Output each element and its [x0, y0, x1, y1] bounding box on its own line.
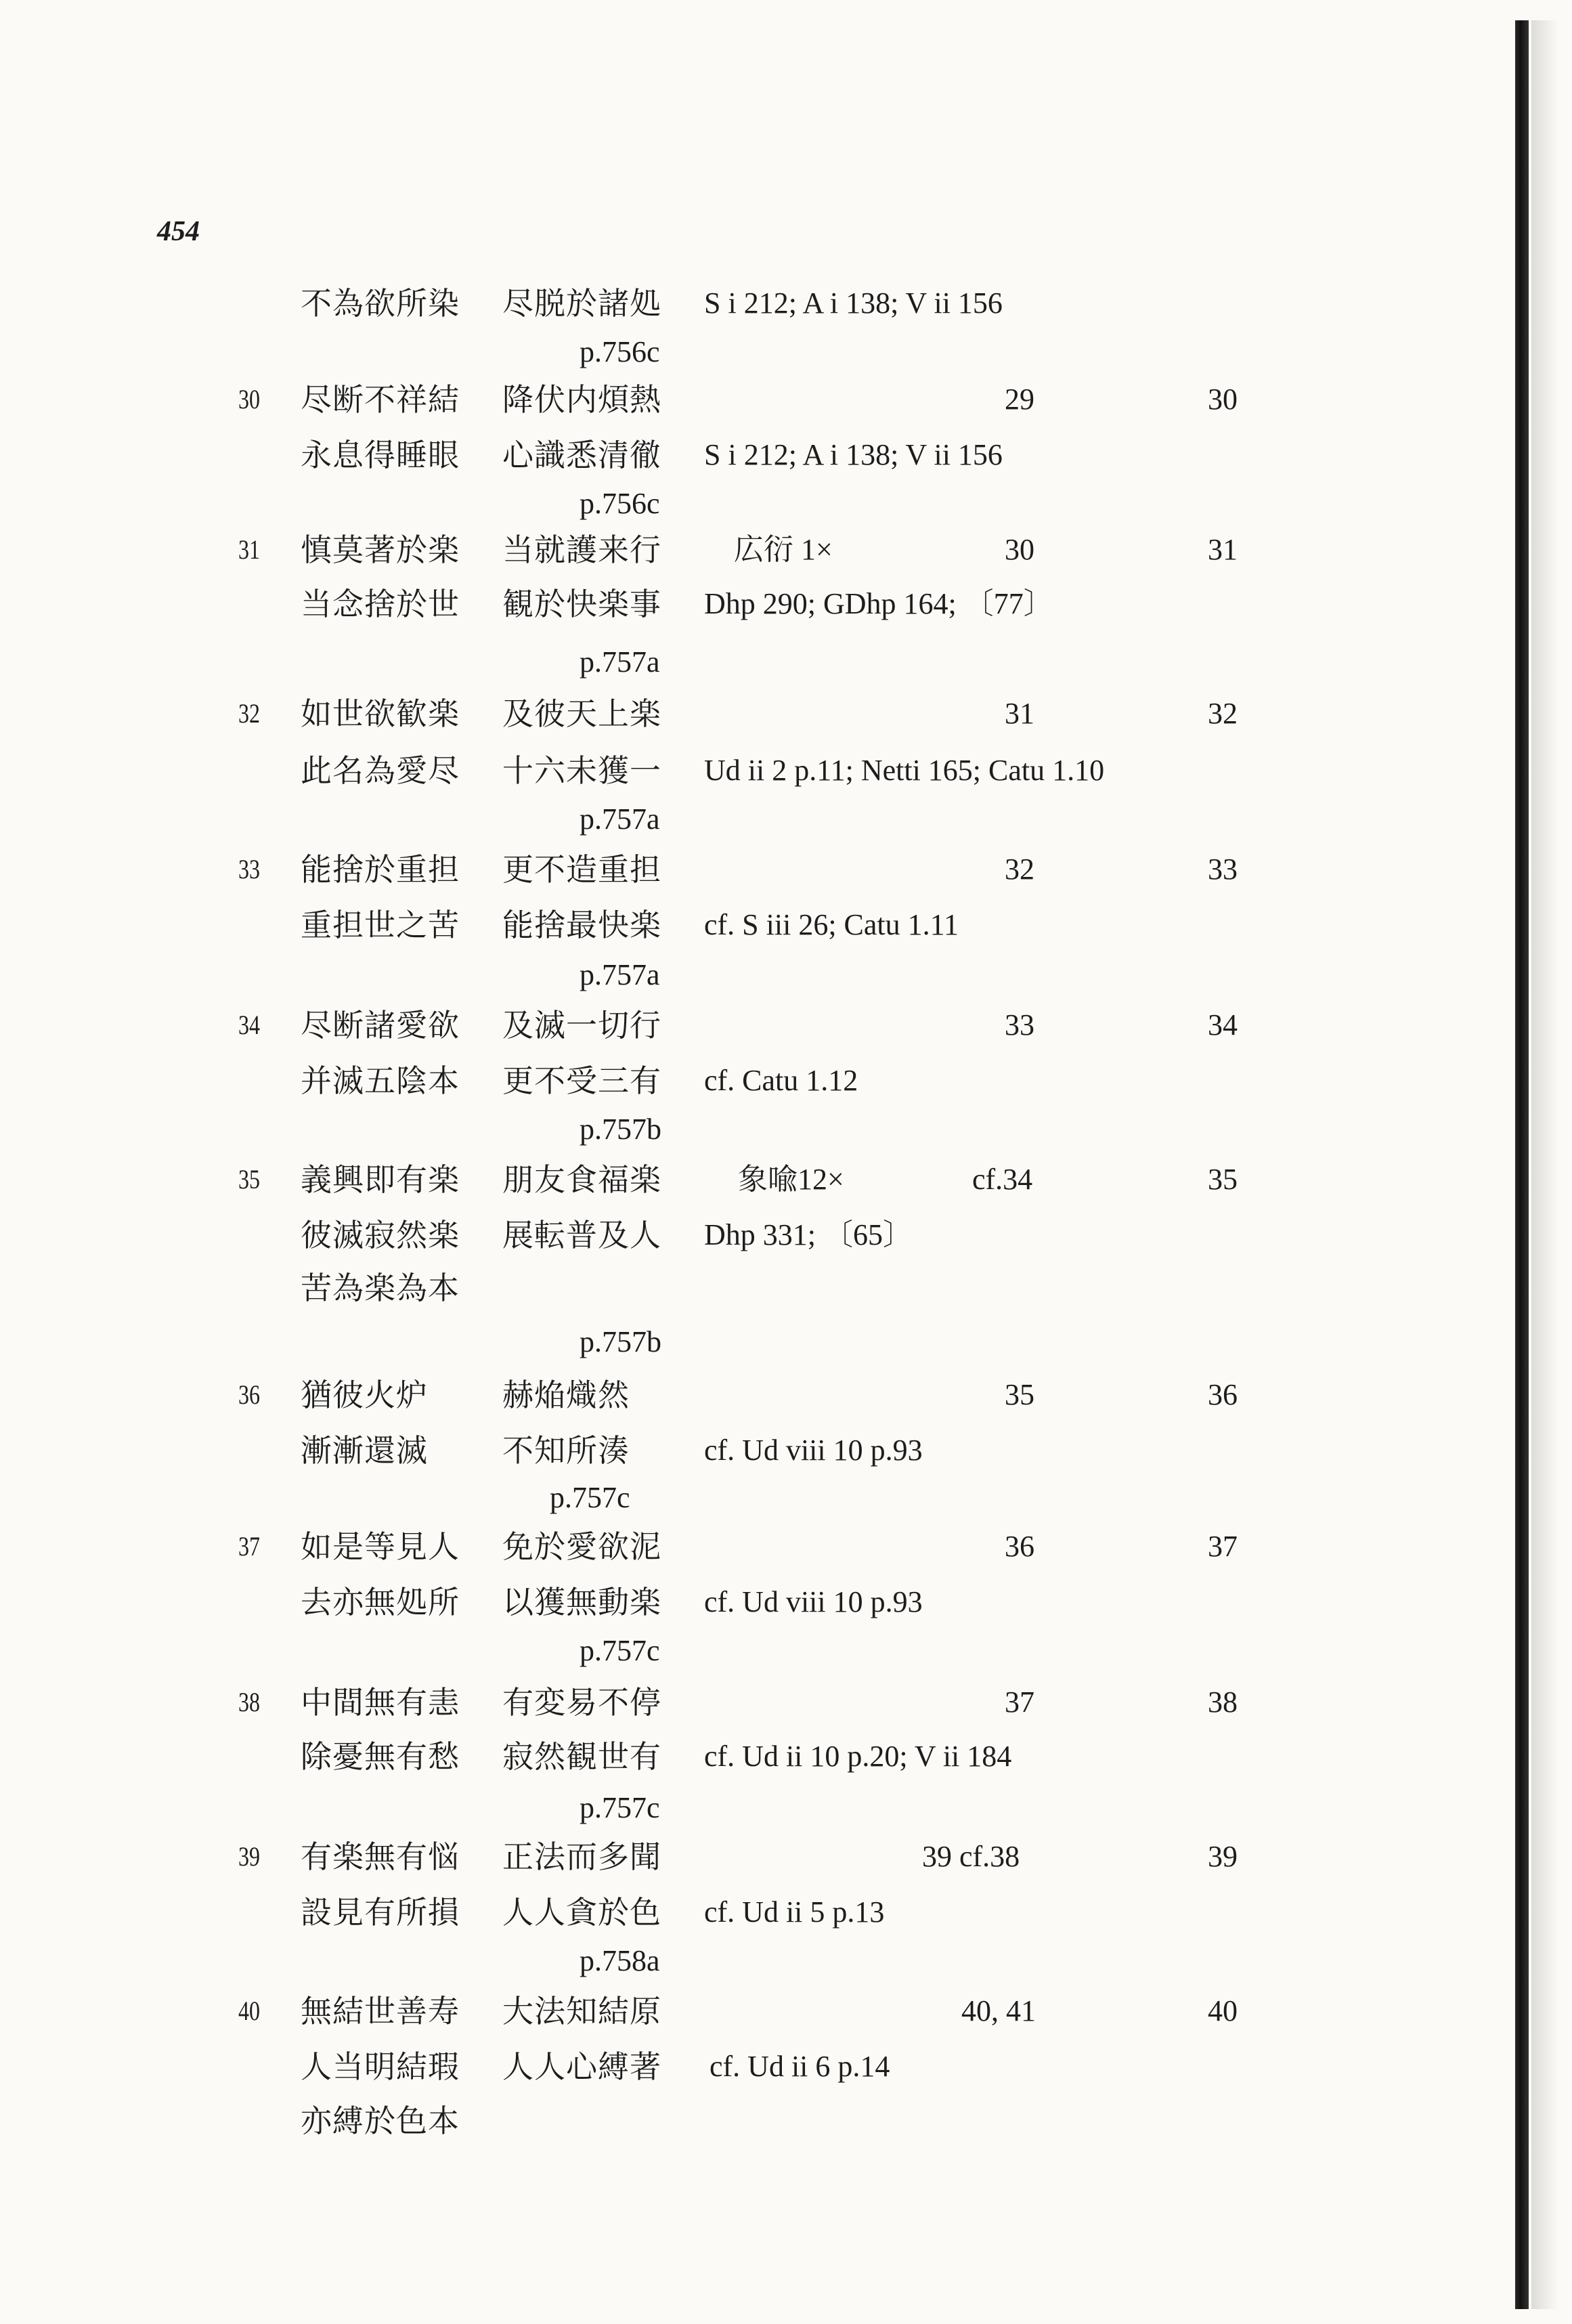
- text-fragment: 37: [238, 1531, 260, 1562]
- text-fragment: 除憂無有愁: [301, 1738, 460, 1775]
- text-fragment: 当就護来行: [502, 532, 661, 568]
- text-fragment: 以獲無動楽: [502, 1584, 661, 1620]
- text-fragment: 37: [1005, 1685, 1034, 1719]
- text-fragment: 33: [1208, 853, 1238, 886]
- text-fragment: 象喩12×: [738, 1163, 844, 1196]
- text-fragment: 能捨於重担: [301, 851, 460, 888]
- text-fragment: 降伏内煩熱: [502, 381, 661, 418]
- text-fragment: 30: [1005, 533, 1034, 566]
- text-fragment: 人人心縛著: [502, 2048, 661, 2085]
- text-fragment: 39: [1208, 1840, 1238, 1873]
- text-fragment: cf. Ud ii 5 p.13: [704, 1895, 885, 1929]
- text-fragment: 赫焔熾然: [502, 1377, 630, 1413]
- page-edge-bar: [1515, 20, 1529, 2309]
- text-fragment: p.757c: [550, 1481, 630, 1514]
- text-fragment: 苦為楽為本: [301, 1270, 460, 1306]
- text-fragment: 中間無有恚: [301, 1684, 460, 1721]
- text-fragment: 義興即有楽: [301, 1161, 460, 1198]
- text-fragment: 31: [1005, 697, 1034, 730]
- text-fragment: cf. Ud viii 10 p.93: [704, 1434, 923, 1467]
- text-fragment: p.756c: [580, 335, 660, 368]
- text-fragment: 及滅一切行: [502, 1007, 661, 1043]
- text-fragment: 大法知結原: [502, 1993, 661, 2029]
- text-fragment: 当念捨於世: [301, 586, 460, 622]
- text-fragment: 30: [1208, 383, 1238, 416]
- text-fragment: 31: [238, 534, 260, 565]
- text-fragment: 40, 41: [961, 1994, 1036, 2027]
- text-fragment: p.757c: [580, 1634, 660, 1667]
- text-fragment: p.757a: [580, 958, 660, 991]
- text-fragment: 重担世之苦: [301, 907, 460, 943]
- text-fragment: 36: [1208, 1378, 1238, 1411]
- text-fragment: 設見有所損: [301, 1894, 460, 1931]
- text-fragment: p.757a: [580, 645, 660, 679]
- text-fragment: 32: [238, 698, 260, 729]
- text-fragment: 亦縛於色本: [301, 2103, 460, 2139]
- text-fragment: 38: [238, 1687, 260, 1717]
- text-fragment: 33: [1005, 1008, 1034, 1041]
- text-fragment: p.757b: [580, 1113, 661, 1146]
- text-fragment: 観於快楽事: [502, 586, 661, 622]
- text-fragment: 不為欲所染: [301, 285, 460, 322]
- text-fragment: 32: [1208, 697, 1238, 730]
- text-fragment: 33: [238, 854, 260, 884]
- text-fragment: Ud ii 2 p.11; Netti 165; Catu 1.10: [704, 754, 1105, 787]
- text-fragment: 猶彼火炉: [301, 1377, 428, 1413]
- text-fragment: 尽断諸愛欲: [301, 1007, 460, 1043]
- text-fragment: Dhp 290; GDhp 164; 〔77〕: [704, 587, 1053, 620]
- text-fragment: 如是等見人: [301, 1528, 460, 1565]
- text-fragment: p.758a: [580, 1944, 660, 1977]
- text-fragment: 朋友食福楽: [502, 1161, 661, 1198]
- text-fragment: 心識悉清徹: [502, 437, 661, 473]
- text-fragment: 能捨最快楽: [502, 907, 661, 943]
- text-fragment: S i 212; A i 138; V ii 156: [704, 286, 1003, 320]
- text-fragment: 31: [1208, 533, 1238, 566]
- text-fragment: 尽断不祥結: [301, 381, 460, 418]
- text-fragment: 36: [238, 1379, 260, 1410]
- text-fragment: 無結世善寿: [301, 1993, 460, 2029]
- text-fragment: 不知所湊: [502, 1432, 630, 1469]
- text-fragment: 35: [1208, 1163, 1238, 1196]
- text-fragment: 37: [1208, 1530, 1238, 1563]
- text-fragment: p.757c: [580, 1791, 660, 1824]
- text-fragment: cf. Ud ii 6 p.14: [709, 2050, 890, 2083]
- text-fragment: 38: [1208, 1685, 1238, 1719]
- text-fragment: 広衍 1×: [734, 533, 833, 566]
- text-fragment: 此名為愛尽: [301, 752, 460, 789]
- text-fragment: 人人貪於色: [502, 1894, 661, 1931]
- text-fragment: 并滅五陰本: [301, 1062, 460, 1099]
- text-fragment: 40: [238, 1996, 260, 2026]
- text-fragment: p.757a: [580, 802, 660, 836]
- text-fragment: 漸漸還滅: [301, 1432, 428, 1469]
- text-fragment: 寂然観世有: [502, 1738, 661, 1775]
- text-fragment: 展転普及人: [502, 1217, 661, 1253]
- text-fragment: 34: [1208, 1008, 1238, 1041]
- text-fragment: 去亦無処所: [301, 1584, 460, 1620]
- text-fragment: cf. Ud ii 10 p.20; V ii 184: [704, 1740, 1012, 1773]
- text-fragment: 36: [1005, 1530, 1034, 1563]
- text-fragment: 永息得睡眼: [301, 437, 460, 473]
- text-fragment: 免於愛欲泥: [502, 1528, 661, 1565]
- text-fragment: cf. S iii 26; Catu 1.11: [704, 908, 959, 941]
- text-fragment: 39 cf.38: [922, 1840, 1020, 1873]
- text-fragment: cf.34: [972, 1163, 1033, 1196]
- page-edge-shadow: [1531, 20, 1558, 2309]
- text-fragment: 34: [238, 1010, 260, 1040]
- text-fragment: 35: [238, 1164, 260, 1195]
- text-fragment: 29: [1005, 383, 1034, 416]
- text-fragment: 更不受三有: [502, 1062, 661, 1099]
- text-fragment: p.756c: [580, 487, 660, 520]
- text-fragment: 尽脱於諸処: [502, 285, 661, 322]
- text-fragment: S i 212; A i 138; V ii 156: [704, 438, 1003, 471]
- text-fragment: 35: [1005, 1378, 1034, 1411]
- text-fragment: 十六未獲一: [502, 752, 661, 789]
- text-fragment: 更不造重担: [502, 851, 661, 888]
- text-fragment: Dhp 331; 〔65〕: [704, 1218, 913, 1251]
- text-fragment: 有楽無有悩: [301, 1838, 460, 1875]
- text-fragment: cf. Ud viii 10 p.93: [704, 1585, 923, 1618]
- text-fragment: 正法而多聞: [502, 1838, 661, 1875]
- text-fragment: 32: [1005, 853, 1034, 886]
- text-fragment: 人当明結瑕: [301, 2048, 460, 2085]
- page-number: 454: [157, 216, 200, 247]
- text-fragment: 如世欲歓楽: [301, 695, 460, 732]
- text-fragment: 有変易不停: [502, 1684, 661, 1721]
- text-fragment: 40: [1208, 1994, 1238, 2027]
- text-fragment: 及彼天上楽: [502, 695, 661, 732]
- text-fragment: 彼滅寂然楽: [301, 1217, 460, 1253]
- text-fragment: 39: [238, 1841, 260, 1872]
- text-fragment: 慎莫著於楽: [301, 532, 460, 568]
- text-fragment: p.757b: [580, 1325, 661, 1358]
- text-fragment: 30: [238, 384, 260, 414]
- text-fragment: cf. Catu 1.12: [704, 1064, 858, 1097]
